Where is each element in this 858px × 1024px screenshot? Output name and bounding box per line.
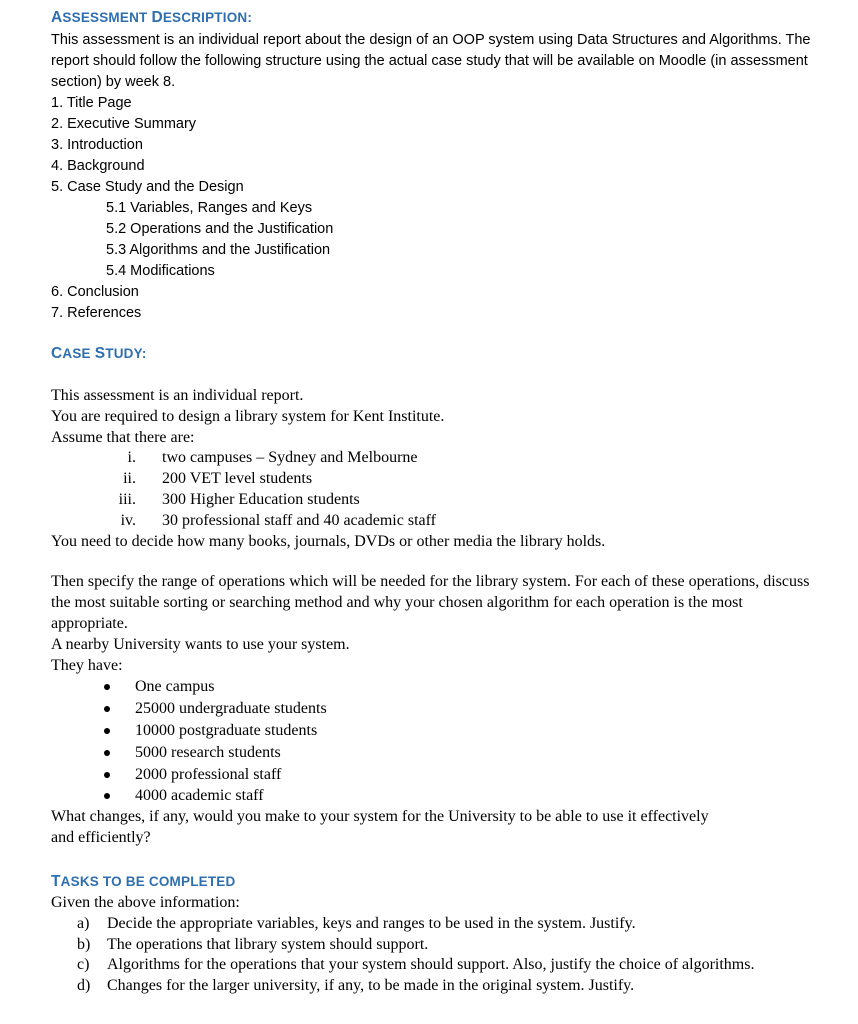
list-item: [51, 490, 831, 511]
list-item: [51, 698, 831, 720]
list-text: The operations that library system should support.: [107, 935, 429, 953]
list-item: [51, 676, 831, 698]
list-item: [51, 935, 831, 956]
list-number: ii.: [123, 470, 136, 488]
list-text: 10000 postgraduate students: [135, 721, 318, 739]
list-letter: a): [77, 914, 90, 932]
heading-rest: ASKS TO BE COMPLETED: [60, 874, 236, 889]
tasks-list: [51, 914, 831, 997]
list-text: 4000 academic staff: [135, 787, 264, 805]
list-item: [51, 448, 831, 469]
bullet-icon: [104, 706, 110, 712]
bullet-icon: [104, 793, 110, 799]
university-facts-list: [51, 676, 831, 807]
case-line: Assume that there are:: [51, 428, 195, 446]
tasks-section: [51, 893, 831, 997]
structure-subitem: 5.4 Modifications: [106, 263, 215, 279]
case-line: They have:: [51, 656, 123, 674]
heading-rest-2: TUDY:: [105, 346, 147, 361]
heading-initial-2: D: [151, 9, 163, 26]
list-item: [51, 914, 831, 935]
structure-item: 4. Background: [51, 158, 145, 174]
list-item: [51, 785, 831, 807]
list-text: Changes for the larger university, if any, to be made in the original system. Justify.: [107, 977, 635, 995]
list-item: [51, 764, 831, 786]
assessment-section: [51, 30, 831, 324]
case-line: You are required to design a library system for Kent Institute.: [51, 407, 445, 425]
structure-item: 5. Case Study and the Design: [51, 179, 244, 195]
institute-facts-list: [51, 448, 831, 531]
bullet-icon: [104, 684, 110, 690]
changes-question: What changes, if any, would you make to your system for the University to be able to use it effectively and efficiently?: [51, 808, 709, 846]
structure-item: 3. Introduction: [51, 137, 143, 153]
list-item: [51, 742, 831, 764]
assessment-description-heading: [51, 9, 252, 27]
bullet-icon: [104, 750, 110, 756]
bullet-icon: [104, 772, 110, 778]
case-line: You need to decide how many books, journals, DVDs or other media the library holds.: [51, 532, 606, 550]
tasks-intro: Given the above information:: [51, 894, 240, 911]
list-number: i.: [127, 449, 136, 467]
structure-subitem: 5.3 Algorithms and the Justification: [106, 242, 331, 258]
heading-initial-2: S: [94, 345, 106, 362]
list-number: iii.: [118, 490, 136, 508]
structure-item: 6. Conclusion: [51, 284, 139, 300]
case-line: A nearby University wants to use your system.: [51, 635, 350, 653]
heading-initial: C: [51, 345, 63, 362]
list-text: 2000 professional staff: [135, 765, 282, 783]
tasks-heading: [51, 873, 235, 891]
structure-subitem: 5.2 Operations and the Justification: [106, 221, 334, 237]
bullet-icon: [104, 728, 110, 734]
list-item: [51, 469, 831, 490]
list-text: 25000 undergraduate students: [135, 700, 327, 718]
heading-initial: T: [51, 873, 61, 890]
list-item: [51, 511, 831, 532]
heading-initial: A: [51, 9, 63, 26]
list-text: 200 VET level students: [162, 470, 313, 488]
case-study-heading: [51, 345, 147, 363]
list-text: Algorithms for the operations that your system should support. Also, justify the choice of algorithms.: [107, 956, 755, 974]
heading-rest: SSESSMENT: [62, 10, 152, 25]
list-letter: b): [77, 935, 91, 953]
list-text: 5000 research students: [135, 743, 281, 761]
list-text: two campuses – Sydney and Melbourne: [162, 449, 418, 467]
list-letter: d): [77, 977, 91, 995]
list-text: 300 Higher Education students: [162, 490, 360, 508]
operations-paragraph: Then specify the range of operations which will be needed for the library system. For each of these operations, discuss the most suitable sorting or searching method and why your chosen algorithm for each operation is the most appropriate.: [51, 573, 810, 632]
list-number: iv.: [120, 511, 136, 529]
structure-item: 2. Executive Summary: [51, 116, 197, 132]
structure-item: 7. References: [51, 305, 142, 321]
structure-subitem: 5.1 Variables, Ranges and Keys: [106, 200, 313, 216]
list-text: Decide the appropriate variables, keys and ranges to be used in the system. Justify.: [107, 914, 636, 932]
heading-rest-2: ESCRIPTION:: [162, 10, 253, 25]
case-line: This assessment is an individual report.: [51, 387, 304, 404]
assessment-intro: This assessment is an individual report about the design of an OOP system using Data Structures and Algorithms. The report should follow the following structure using the actual case study that will be available on Moodle (in assessment section) by week 8.: [51, 32, 811, 90]
list-item: [51, 955, 757, 976]
list-text: 30 professional staff and 40 academic staff: [162, 511, 436, 529]
list-item: [51, 720, 831, 742]
heading-rest: ASE: [62, 346, 95, 361]
list-letter: c): [77, 956, 90, 974]
list-text: One campus: [135, 678, 215, 696]
structure-item: 1. Title Page: [51, 95, 132, 111]
case-study-section: [51, 386, 831, 849]
list-item: [51, 976, 831, 997]
